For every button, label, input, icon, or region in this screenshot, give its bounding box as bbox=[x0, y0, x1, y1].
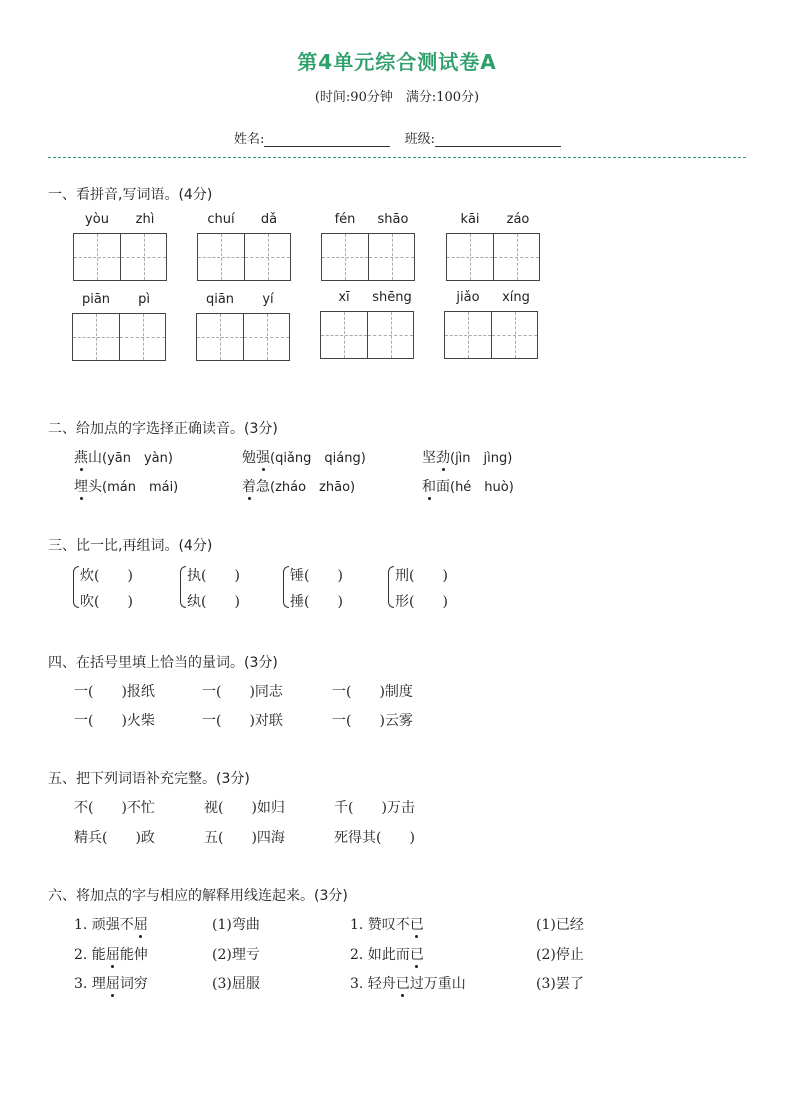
char: 面 bbox=[436, 479, 450, 495]
pronunciation-item bbox=[242, 476, 355, 496]
section-5-heading: 五、把下列词语补充完整。(3分) bbox=[48, 771, 250, 787]
word-part: 3. 轻舟 bbox=[350, 976, 396, 992]
fill-item: 一( )对联 bbox=[202, 713, 283, 729]
word-part: 3. 理 bbox=[74, 976, 106, 992]
idiom-item: 死得其( ) bbox=[334, 830, 415, 846]
pinyin: kāi bbox=[460, 212, 480, 227]
dotted-char: 燕 bbox=[74, 450, 88, 466]
section-1-heading: 一、看拼音,写词语。(4分) bbox=[48, 187, 213, 203]
compare-word: 纨( ) bbox=[187, 594, 240, 610]
compare-word: 形( ) bbox=[395, 594, 448, 610]
pinyin-options: (jìn jìng) bbox=[450, 451, 513, 466]
header-divider bbox=[48, 157, 746, 158]
pinyin: qiān bbox=[205, 292, 235, 307]
dotted-char: 已 bbox=[409, 917, 424, 933]
word-part: 1. 顽强不 bbox=[74, 917, 134, 933]
fill-item: 一( )制度 bbox=[332, 684, 413, 700]
pronunciation-item bbox=[242, 447, 366, 467]
pronunciation-item bbox=[74, 447, 173, 467]
word-part: 1. 赞叹不 bbox=[350, 917, 410, 933]
char: 勉 bbox=[242, 450, 256, 466]
char: 头 bbox=[88, 479, 102, 495]
pinyin: yòu bbox=[85, 212, 109, 227]
pinyin: xī bbox=[338, 290, 350, 305]
pinyin: zhì bbox=[135, 212, 155, 227]
writing-grid[interactable] bbox=[320, 311, 414, 359]
pinyin-group-7 bbox=[320, 290, 416, 305]
idiom-item: 五( )四海 bbox=[204, 830, 285, 846]
pinyin: shāo bbox=[377, 212, 409, 227]
writing-grid[interactable] bbox=[446, 233, 540, 281]
pinyin-group-2 bbox=[197, 212, 293, 227]
match-word bbox=[74, 914, 148, 934]
word-part: 2. 如此而 bbox=[350, 947, 410, 963]
pinyin-options: (hé huò) bbox=[450, 480, 514, 495]
section-3-heading: 三、比一比,再组词。(4分) bbox=[48, 538, 213, 554]
brace-icon bbox=[73, 566, 79, 608]
dotted-char: 已 bbox=[395, 976, 410, 992]
match-word bbox=[350, 973, 466, 993]
pinyin: chuí bbox=[207, 212, 235, 227]
match-meaning[interactable]: (1)已经 bbox=[536, 917, 584, 933]
writing-grid[interactable] bbox=[196, 313, 290, 361]
dotted-char: 着 bbox=[242, 479, 256, 495]
brace-icon bbox=[283, 566, 289, 608]
writing-grid[interactable] bbox=[72, 313, 166, 361]
idiom-item: 精兵( )政 bbox=[74, 830, 155, 846]
compare-word: 炊( ) bbox=[80, 568, 133, 584]
word-part: 过万重山 bbox=[409, 976, 466, 992]
dotted-char: 强 bbox=[256, 450, 270, 466]
dotted-char: 劲 bbox=[436, 450, 450, 466]
idiom-item: 不( )不忙 bbox=[74, 800, 155, 816]
char: 山 bbox=[88, 450, 102, 466]
word-part: 能伸 bbox=[119, 947, 148, 963]
idiom-item: 千( )万击 bbox=[334, 800, 415, 816]
fill-item: 一( )云雾 bbox=[332, 713, 413, 729]
page-title: 第4单元综合测试卷A bbox=[297, 50, 497, 74]
pinyin: pì bbox=[138, 292, 150, 307]
pinyin-options: (qiǎng qiáng) bbox=[270, 451, 366, 466]
name-label: 姓名: bbox=[234, 132, 265, 147]
match-word bbox=[74, 944, 148, 964]
pinyin: fén bbox=[334, 212, 356, 227]
match-meaning[interactable]: (1)弯曲 bbox=[212, 917, 260, 933]
pinyin-options: (mán mái) bbox=[102, 480, 179, 495]
brace-icon bbox=[388, 566, 394, 608]
pinyin: piān bbox=[81, 292, 111, 307]
word-part: 2. 能 bbox=[74, 947, 106, 963]
brace-icon bbox=[180, 566, 186, 608]
dotted-char: 埋 bbox=[74, 479, 88, 495]
pinyin: shēng bbox=[372, 290, 412, 305]
char: 坚 bbox=[422, 450, 436, 466]
compare-word: 锤( ) bbox=[290, 568, 343, 584]
idiom-item: 视( )如归 bbox=[204, 800, 285, 816]
student-info-row bbox=[234, 128, 561, 147]
name-blank[interactable] bbox=[264, 132, 390, 147]
writing-grid[interactable] bbox=[73, 233, 167, 281]
pinyin-options: (yān yàn) bbox=[102, 451, 173, 466]
word-part: 词穷 bbox=[119, 976, 148, 992]
pinyin-group-4 bbox=[446, 212, 542, 227]
match-meaning[interactable]: (2)停止 bbox=[536, 947, 584, 963]
pinyin: xíng bbox=[502, 290, 530, 305]
fill-item: 一( )报纸 bbox=[74, 684, 155, 700]
section-2-heading: 二、给加点的字选择正确读音。(3分) bbox=[48, 421, 278, 437]
pronunciation-item bbox=[422, 476, 514, 496]
char: 急 bbox=[256, 479, 270, 495]
compare-word: 吹( ) bbox=[80, 594, 133, 610]
pinyin: yí bbox=[262, 292, 274, 307]
pinyin-group-5 bbox=[72, 292, 168, 307]
match-word bbox=[350, 914, 424, 934]
writing-grid[interactable] bbox=[444, 311, 538, 359]
fill-item: 一( )同志 bbox=[202, 684, 283, 700]
pinyin: jiǎo bbox=[456, 290, 480, 305]
match-meaning[interactable]: (2)理亏 bbox=[212, 947, 260, 963]
match-word bbox=[74, 973, 148, 993]
section-4-heading: 四、在括号里填上恰当的量词。(3分) bbox=[48, 655, 278, 671]
fill-item: 一( )火柴 bbox=[74, 713, 155, 729]
class-blank[interactable] bbox=[435, 132, 561, 147]
pinyin-group-1 bbox=[73, 212, 169, 227]
pinyin: dǎ bbox=[260, 212, 278, 227]
exam-time-score: (时间:90分钟 满分:100分) bbox=[314, 90, 480, 105]
pinyin-group-3 bbox=[321, 212, 417, 227]
section-6-heading: 六、将加点的字与相应的解释用线连起来。(3分) bbox=[48, 888, 348, 904]
pinyin: záo bbox=[506, 212, 530, 227]
dotted-char: 和 bbox=[422, 479, 436, 495]
match-word bbox=[350, 944, 424, 964]
pinyin-group-8 bbox=[444, 290, 540, 305]
writing-grid[interactable] bbox=[321, 233, 415, 281]
pinyin-options: (zháo zhāo) bbox=[270, 480, 356, 495]
dotted-char: 屈 bbox=[105, 976, 120, 992]
compare-word: 执( ) bbox=[187, 568, 240, 584]
compare-word: 捶( ) bbox=[290, 594, 343, 610]
pinyin-group-6 bbox=[196, 292, 292, 307]
compare-word: 刑( ) bbox=[395, 568, 448, 584]
dotted-char: 已 bbox=[409, 947, 424, 963]
pronunciation-item bbox=[74, 476, 178, 496]
pronunciation-item bbox=[422, 447, 512, 467]
match-meaning[interactable]: (3)罢了 bbox=[536, 976, 584, 992]
dotted-char: 屈 bbox=[133, 917, 148, 933]
dotted-char: 屈 bbox=[105, 947, 120, 963]
class-label: 班级: bbox=[404, 132, 436, 147]
writing-grid[interactable] bbox=[197, 233, 291, 281]
match-meaning[interactable]: (3)屈服 bbox=[212, 976, 260, 992]
